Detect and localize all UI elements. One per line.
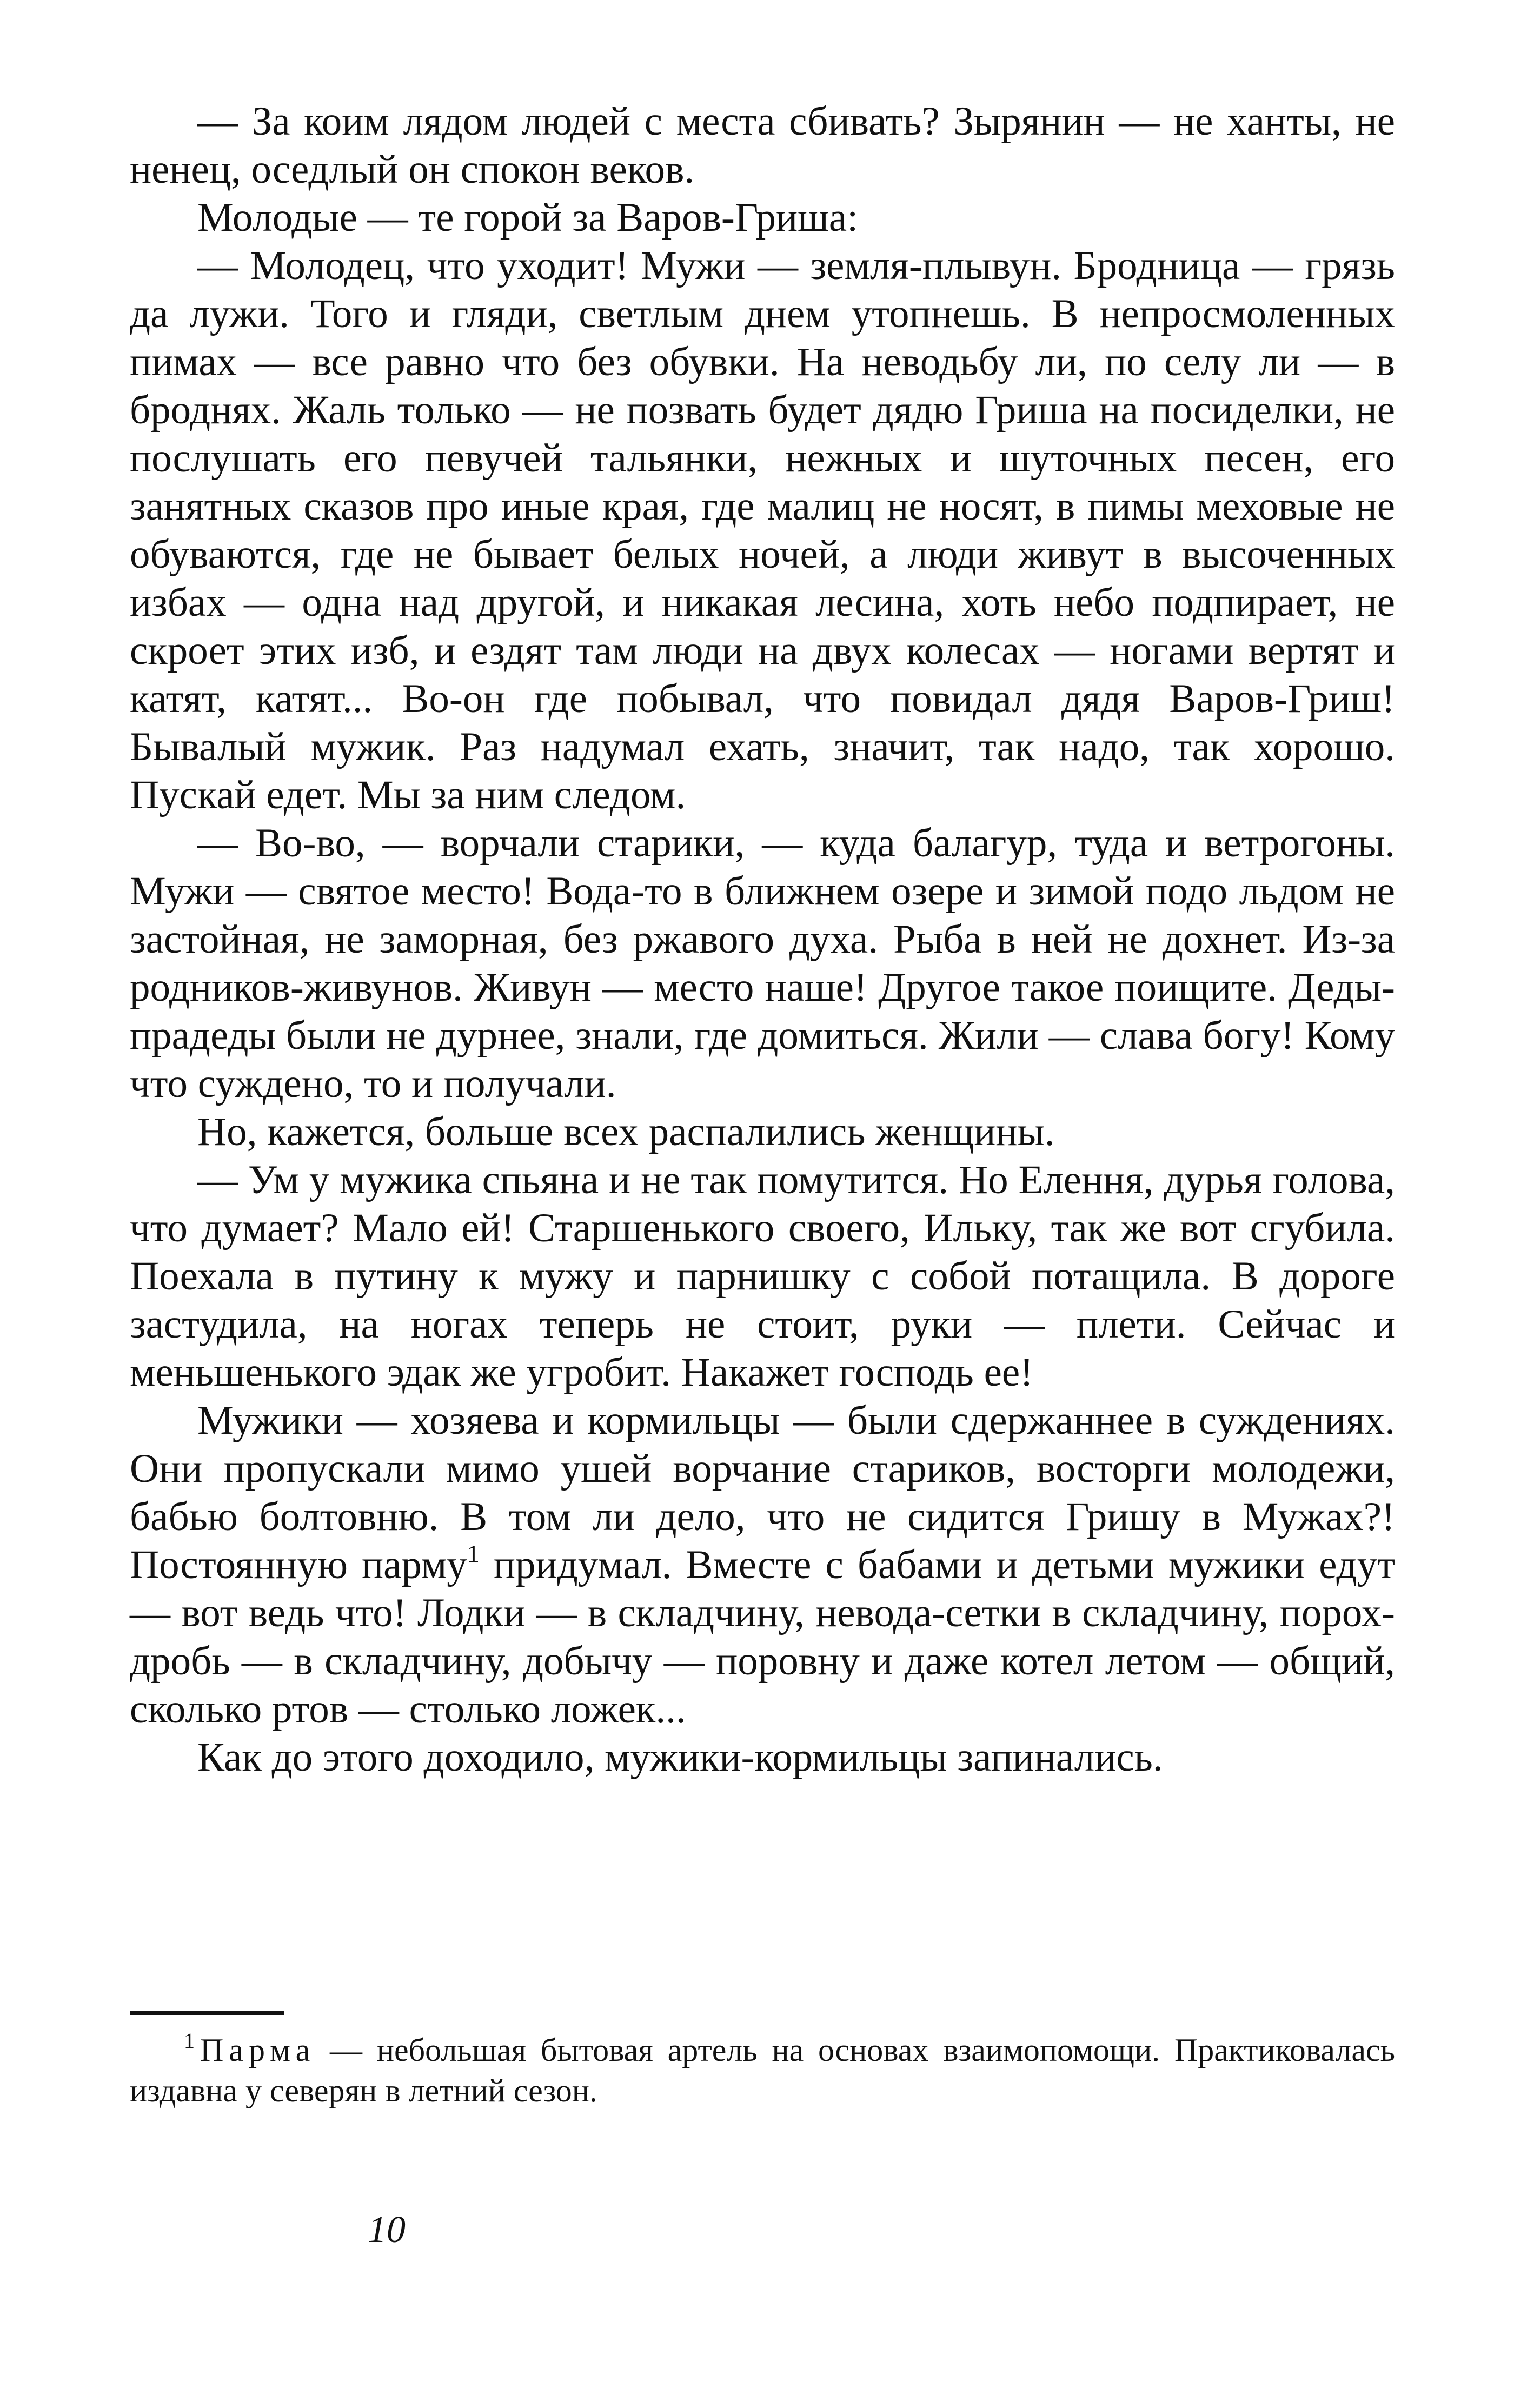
paragraph-8: Как до этого доходило, мужики-кормильцы запинались.	[197, 1735, 1163, 1780]
footnote-separator	[130, 2011, 284, 2015]
footnote-marker: 1	[184, 2028, 195, 2053]
footnote	[130, 2030, 1395, 2111]
paragraph-6: — Ум у мужика спьяна и не так помутится. Но Елення, дурья голова, что думает? Мало ей! Старшенького своего, Ильку, так же вот сгубила. Поехала в путину к мужу и парнишку с собой потащила. В дороге застудила, на ногах теперь не стоит, руки — плети. Сейчас и меньшенького эдак же угробит. Накажет господь ее!	[130, 1158, 1395, 1395]
paragraph-3: — Молодец, что уходит! Мужи — земля-плывун. Бродница — грязь да лужи. Того и гляди, светлым днем утопнешь. В непросмоленных пимах — все равно что без обувки. На неводьбу ли, по селу ли — в броднях. Жаль только — не позвать будет дядю Гриша на посиделки, не послушать его певучей тальянки, нежных и шуточных песен, его занятных сказов про иные края, где малиц не носят, в пимы меховые не обуваются, где не бывает белых ночей, а люди живут в высоченных избах — одна над другой, и никакая лесина, хоть небо подпирает, не скроет этих изб, и ездят там люди на двух колесах — ногами вертят и катят, катят... Во-он где побывал, что повидал дядя Варов-Гриш! Бывалый мужик. Раз надумал ехать, значит, так надо, так хорошо. Пускай едет. Мы за ним следом.	[130, 243, 1395, 817]
paragraph-1: — За коим лядом людей с места сбивать? Зырянин — не ханты, не ненец, оседлый он спокон веков.	[130, 99, 1395, 192]
book-page	[130, 97, 1395, 2341]
footnote-term: Парма	[200, 2032, 316, 2068]
paragraph-4: — Во-во, — ворчали старики, — куда балагур, туда и ветрогоны. Мужи — святое место! Вода-то в ближнем озере и зимой подо льдом не застойная, не заморная, без ржавого духа. Рыба в ней не дохнет. Из-за родников-живунов. Живун — место наше! Другое такое поищите. Деды-прадеды были не дурнее, знали, где домиться. Жили — слава богу! Кому что суждено, то и получали.	[130, 821, 1395, 1106]
footnote-reference: 1	[467, 1540, 480, 1567]
paragraph-7-text-after: придумал. Вместе с бабами и детьми мужики едут — вот ведь что! Лодки — в складчину, невода-сетки в складчину, порох-дробь — в складчину, добычу — поровну и даже котел летом — общий, сколько ртов — столько ложек...	[130, 1542, 1395, 1732]
footnote-text: — небольшая бытовая артель на основах взаимопомощи. Практиковалась издавна у северян в летний сезон.	[130, 2032, 1395, 2108]
paragraph-2: Молодые — те горой за Варов-Гриша:	[197, 195, 859, 240]
paragraph-7-text-before: Мужики — хозяева и кормильцы — были сдержаннее в суждениях. Они пропускали мимо ушей ворчание стариков, восторги молодежи, бабью болтовню. В том ли дело, что не сидится Гришу в Мужах?! Постоянную парму	[130, 1398, 1395, 1587]
paragraph-7	[130, 1396, 1395, 1733]
paragraph-5: Но, кажется, больше всех распалились женщины.	[197, 1109, 1055, 1154]
body-text	[130, 97, 1395, 1781]
page-number: 10	[368, 2209, 406, 2251]
